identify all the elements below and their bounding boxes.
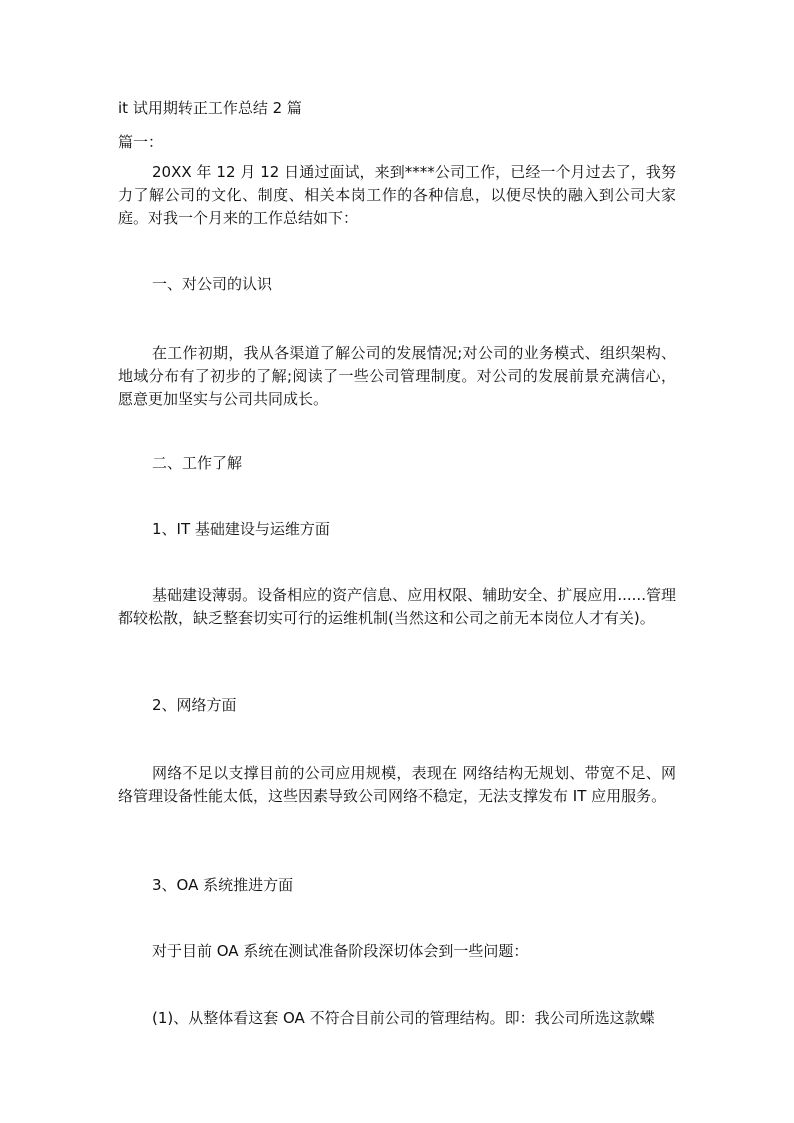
section-heading-company: 一、对公司的认识 bbox=[152, 275, 273, 293]
intro-paragraph: 20XX 年 12 月 12 日通过面试，来到****公司工作，已经一个月过去了，我努力了解公司的文化、制度、相关本岗工作的各种信息，以便尽快的融入到公司大家庭。对我一个月来的工作总结如下： bbox=[118, 163, 676, 227]
section-heading-work: 二、工作了解 bbox=[152, 454, 243, 472]
subsection-body-oa: 对于目前 OA 系统在测试准备阶段深切体会到一些问题： bbox=[152, 942, 529, 960]
subsection-heading-network: 2、网络方面 bbox=[152, 696, 237, 714]
part-label: 篇一： bbox=[118, 133, 164, 151]
section-body-company: 在工作初期，我从各渠道了解公司的发展情况;对公司的业务模式、组织架构、地域分布有了初步的了解;阅读了一些公司管理制度。对公司的发展前景充满信心，愿意更加坚实与公司共同成长。 bbox=[118, 344, 676, 408]
subsection-heading-oa: 3、OA 系统推进方面 bbox=[152, 876, 294, 894]
subsection-heading-it-infra: 1、IT 基础建设与运维方面 bbox=[152, 520, 330, 538]
list-item-oa-issue-1: (1)、从整体看这套 OA 不符合目前公司的管理结构。即：我公司所选这款蝶 bbox=[152, 1009, 655, 1027]
document-title: it 试用期转正工作总结 2 篇 bbox=[118, 99, 302, 117]
subsection-body-it-infra: 基础建设薄弱。设备相应的资产信息、应用权限、辅助安全、扩展应用......管理都较松散，缺乏整套切实可行的运维机制(当然这和公司之前无本岗位人才有关)。 bbox=[118, 586, 676, 627]
subsection-body-network: 网络不足以支撑目前的公司应用规模，表现在 网络结构无规划、带宽不足、网络管理设备性能太低，这些因素导致公司网络不稳定，无法支撑发布 IT 应用服务。 bbox=[118, 764, 676, 805]
